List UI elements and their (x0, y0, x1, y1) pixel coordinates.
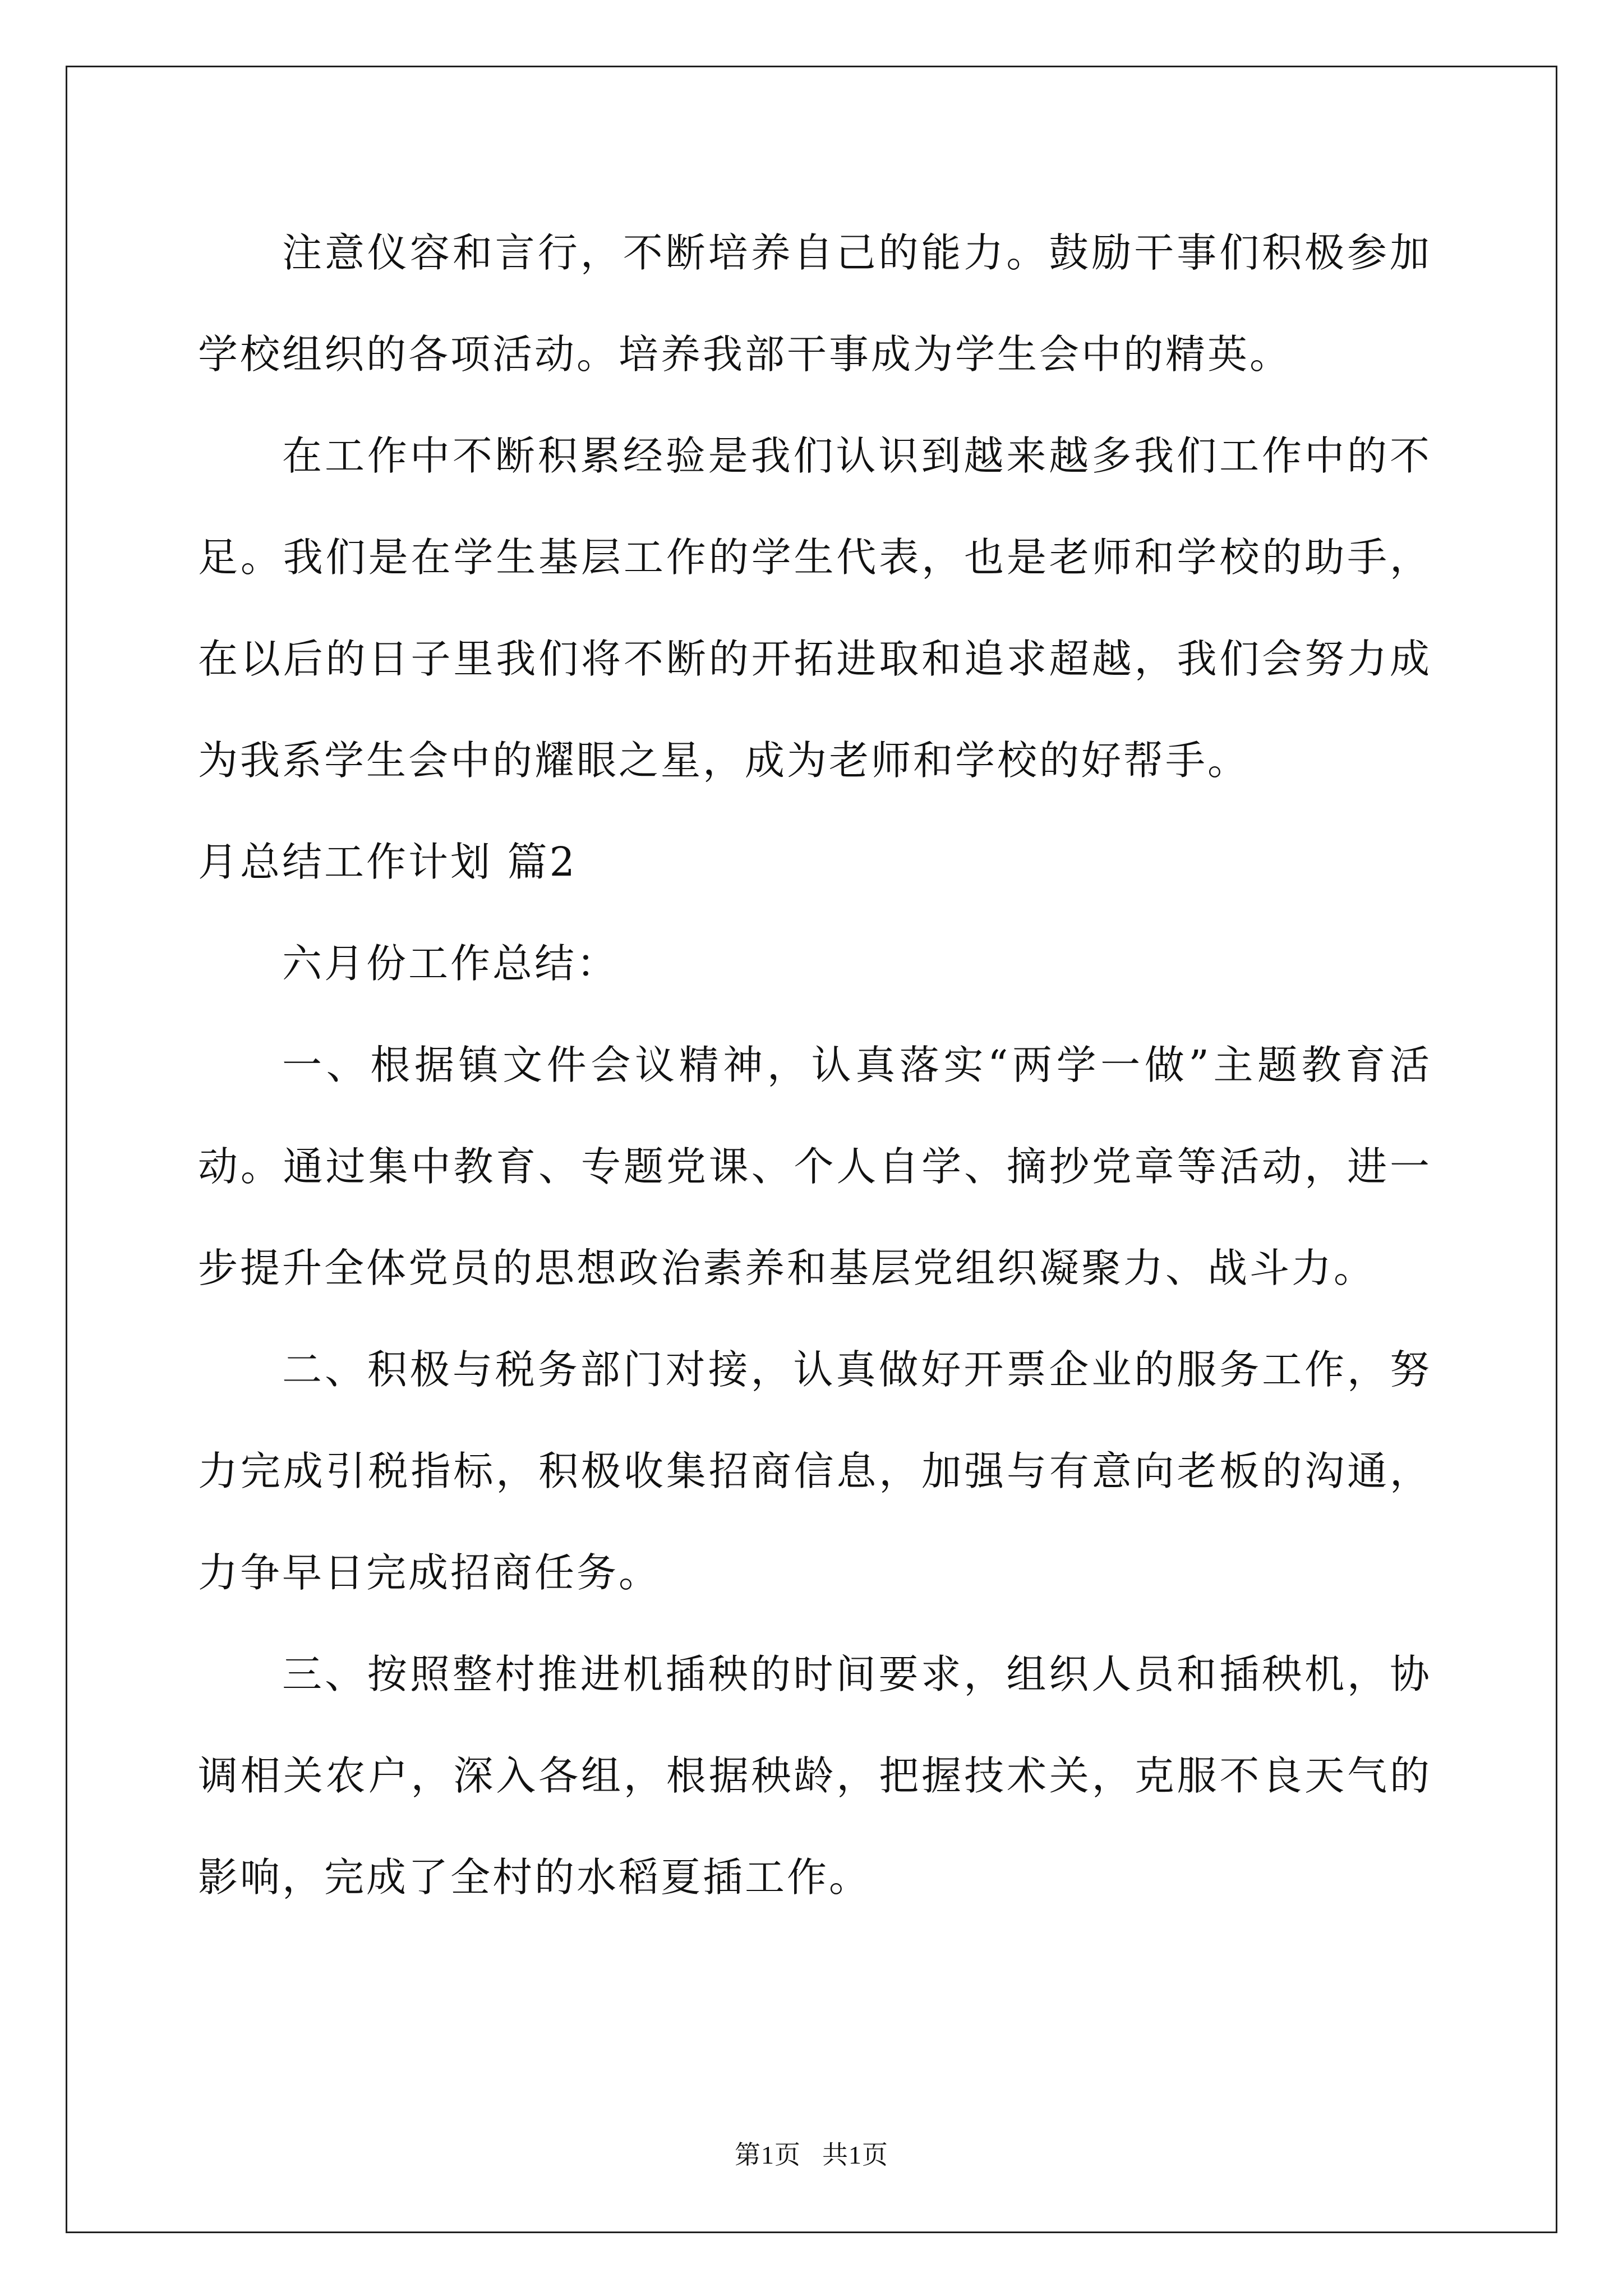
total-page-count: 共1页 (822, 2141, 888, 2169)
current-page-number: 第1页 (735, 2141, 801, 2169)
paragraph-item-1: 一、根据镇文件会议精神，认真落实“两学一做”主题教育活动。通过集中教育、专题党课、个人自学、摘抄党章等活动，进一步提升全体党员的思想政治素养和基层党组织凝聚力、战斗力。 (198, 1042, 1432, 1291)
paragraph-item-3: 三、按照整村推进机插秧的时间要求，组织人员和插秧机，协调相关农户，深入各组，根据秧龄，把握技术关，克服不良天气的影响，完成了全村的水稻夏插工作。 (198, 1651, 1432, 1901)
paragraph-2: 在工作中不断积累经验是我们认识到越来越多我们工作中的不足。我们是在学生基层工作的学生代表，也是老师和学校的助手，在以后的日子里我们将不断的开拓进取和追求超越，我们会努力成为我系学生会中的耀眼之星，成为老师和学校的好帮手。 (198, 432, 1432, 784)
paragraph-1: 注意仪容和言行，不断培养自己的能力。鼓励干事们积极参加学校组织的各项活动。培养我部干事成为学生会中的精英。 (198, 229, 1432, 378)
section-heading: 月总结工作计划 篇2 (198, 839, 577, 885)
paragraph-subtitle: 六月份工作总结： (282, 940, 619, 987)
document-body (198, 202, 1432, 1928)
paragraph-item-2: 二、积极与税务部门对接，认真做好开票企业的服务工作，努力完成引税指标，积极收集招商信息，加强与有意向老板的沟通，力争早日完成招商任务。 (198, 1346, 1432, 1596)
page-footer (0, 2134, 1623, 2171)
